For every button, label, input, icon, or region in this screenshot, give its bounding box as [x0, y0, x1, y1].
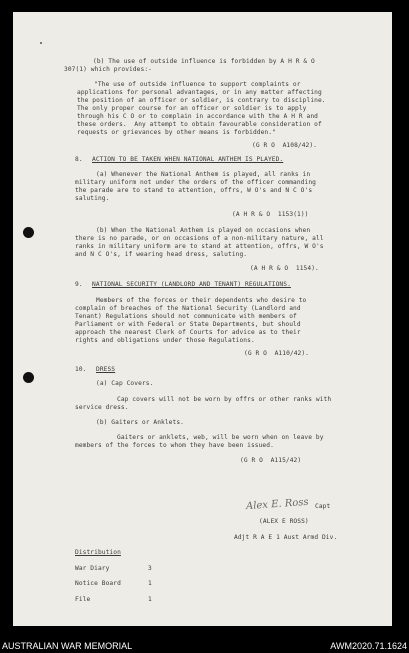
reference: (G R O A115/42): [240, 457, 302, 464]
section-number: 8.: [75, 156, 83, 163]
section-title: DRESS: [96, 366, 116, 373]
reference: (G R O A110/42).: [244, 350, 310, 357]
text-line: (a) Whenever the National Anthem is played, all ranks in: [96, 171, 311, 178]
text-line: The only proper course for an officer or soldier is to apply: [77, 105, 307, 112]
text-line: complain of breaches of the National Security (Landlord and: [75, 305, 301, 312]
text-line: the parade are to stand to attention, offrs, W O's and N C O's: [75, 187, 313, 194]
section-title: ACTION TO BE TAKEN WHEN NATIONAL ANTHEM IS PLAYED.: [92, 156, 284, 163]
handwritten-signature: Alex E. Ross: [245, 496, 309, 513]
text-line: service dress.: [75, 404, 129, 411]
text-line: Cap covers will not be worn by offrs or other ranks with: [117, 396, 332, 403]
text-line: through his C O or to complain in accordance with the A H R and: [77, 113, 318, 120]
text-line: Tenant) Regulations should not communicate with members of: [75, 313, 297, 320]
distribution-label: File: [75, 596, 91, 603]
text-line: (b) The use of outside influence is forbidden by A H R & O: [93, 58, 315, 65]
paper-mark: [40, 42, 42, 44]
text-line: ranks in military uniform are to stand at attention, offrs, W O's: [75, 243, 324, 250]
text-line: there is no parade, or on occasions of a non-military nature, all: [75, 235, 324, 242]
text-line: military uniform not under the orders of the officer commanding: [75, 179, 316, 186]
subheading: (b) Gaiters or Anklets.: [96, 419, 184, 426]
section-title: NATIONAL SECURITY (LANDLORD AND TENANT) REGULATIONS.: [92, 281, 291, 288]
signatory-name: (ALEX E ROSS): [259, 518, 309, 525]
signature-rank: Capt: [315, 503, 331, 510]
text-line: requests or grievances by other means is forbidden.": [77, 129, 276, 136]
text-line: saluting.: [75, 195, 110, 202]
reference: (A H R & O 1153(1)): [232, 211, 309, 218]
text-line: Parliament or with Federal or State Departments, but should: [75, 321, 301, 328]
text-line: "The use of outside influence to support complaints or: [94, 81, 301, 88]
section-number: 9.: [75, 281, 83, 288]
footer-accession-number: AWM2020.71.1624: [330, 641, 407, 651]
text-line: approach the nearest Clerk of Courts for advice as to their: [75, 329, 301, 336]
text-line: Members of the forces or their dependents who desire to: [96, 297, 307, 304]
punch-hole-bottom: [23, 372, 34, 383]
text-line: Gaiters or anklets, web, will be worn when on leave by: [117, 434, 324, 441]
text-line: 307(1) which provides:-: [64, 66, 152, 73]
text-line: the position of an officer or soldier, is contrary to discipline.: [77, 97, 326, 104]
distribution-qty: 1: [148, 596, 152, 603]
distribution-qty: 3: [148, 565, 152, 572]
reference: (A H R & O 1154).: [250, 265, 319, 272]
text-line: applications for personal advantages, or in any matter affecting: [77, 89, 322, 96]
subheading: (a) Cap Covers.: [96, 380, 154, 387]
footer-source: AUSTRALIAN WAR MEMORIAL: [2, 641, 133, 651]
text-line: rights and obligations under those Regulations.: [75, 337, 255, 344]
distribution-heading: Distribution: [75, 549, 121, 556]
text-line: these orders. Any attempt to obtain favourable consideration of: [77, 121, 322, 128]
text-line: and N C O's, if wearing head dress, saluting.: [75, 251, 248, 258]
punch-hole-top: [23, 227, 34, 238]
text-line: members of the forces to whom they have been issued.: [75, 442, 274, 449]
distribution-label: Notice Board: [75, 580, 121, 587]
distribution-qty: 1: [148, 580, 152, 587]
section-number: 10.: [75, 366, 87, 373]
text-line: (b) When the National Anthem is played on occasions when: [96, 227, 311, 234]
reference: (G R O A108/42).: [252, 142, 318, 149]
distribution-label: War Diary: [75, 565, 110, 572]
signatory-title: Adjt R A E 1 Aust Armd Div.: [234, 534, 338, 541]
